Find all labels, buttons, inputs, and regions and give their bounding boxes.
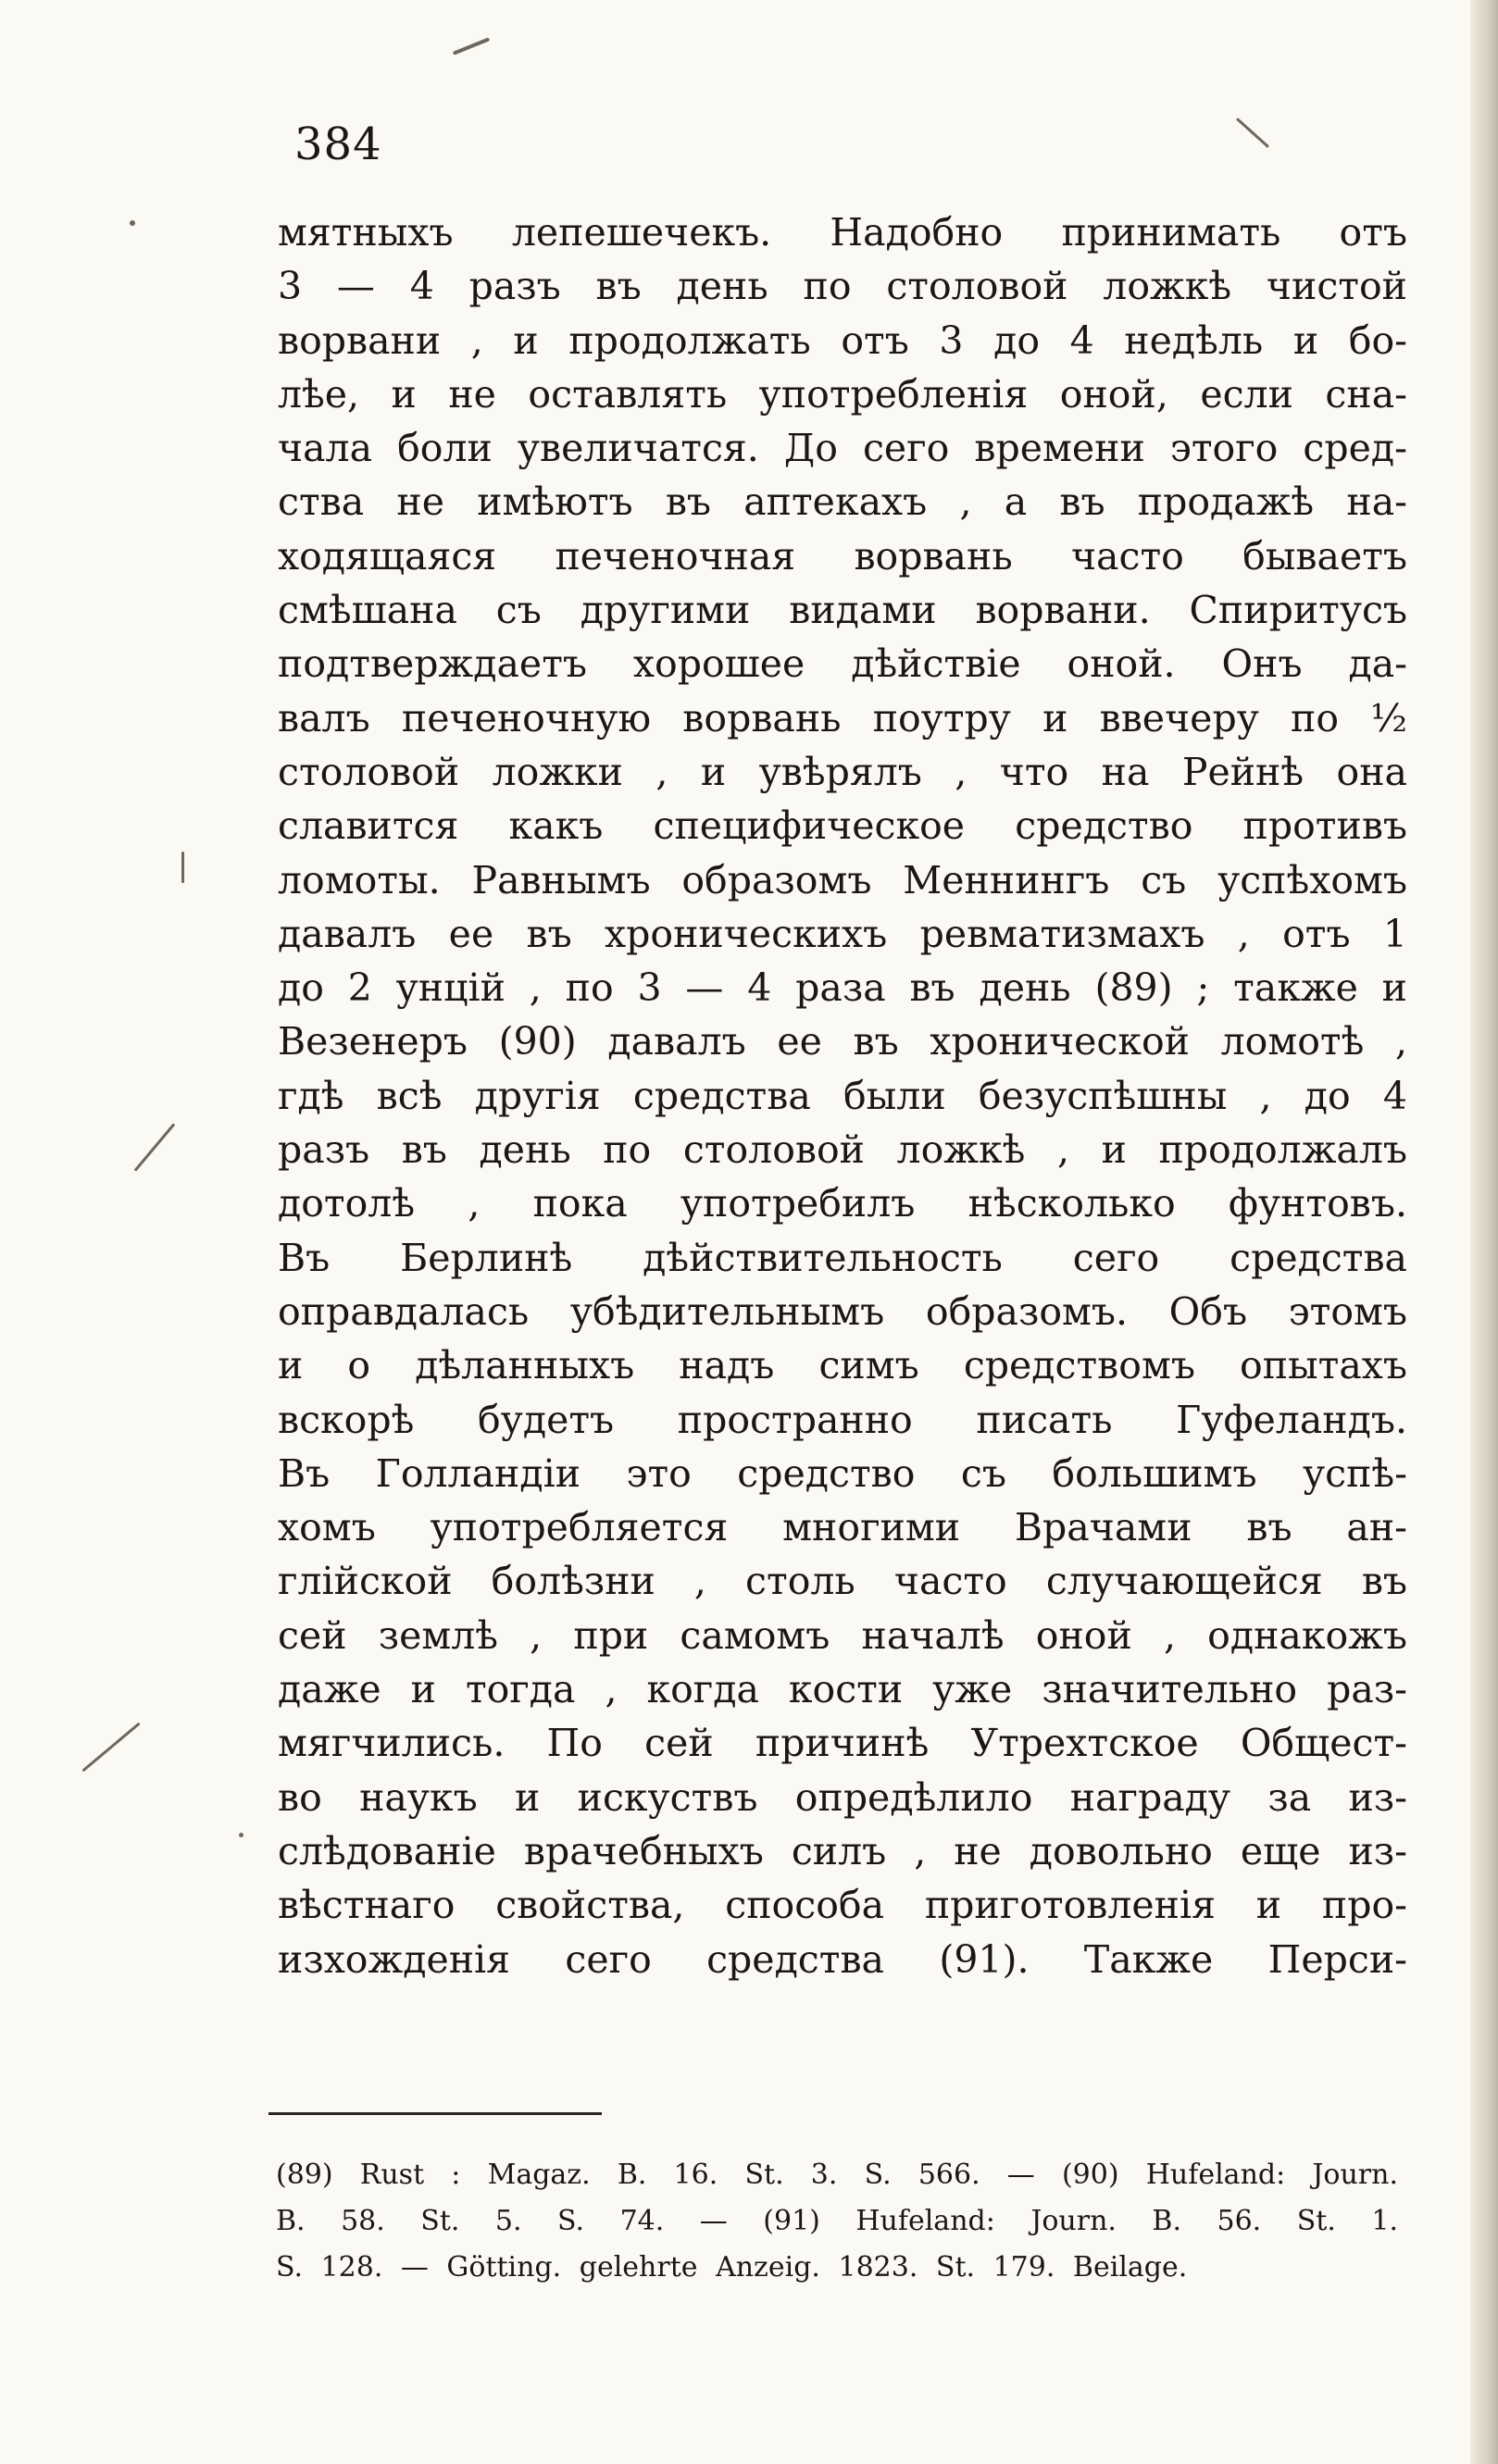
body-line: ворвани , и продолжать отъ 3 до 4 недѣль и бо-	[278, 317, 1407, 363]
ink-stroke	[1236, 118, 1269, 148]
page-edge-shadow	[1470, 0, 1498, 2464]
body-line: Въ Берлинѣ дѣйствительность сего средства	[278, 1235, 1407, 1280]
body-line: сей землѣ , при самомъ началѣ оной , однакожъ	[278, 1612, 1407, 1658]
body-line: и о дѣланныхъ надъ симъ средствомъ опытахъ	[278, 1343, 1407, 1388]
body-line: глійской болѣзни , столь часто случающейся въ	[278, 1559, 1407, 1604]
footnote-line: (89) Rust : Magaz. B. 16. St. 3. S. 566. — (90) Hufeland: Journ.	[276, 2159, 1398, 2191]
body-line: смѣшана съ другими видами ворвани. Спиритусъ	[278, 588, 1407, 633]
body-line: давалъ ее въ хроническихъ ревматизмахъ , отъ 1	[278, 911, 1407, 956]
body-line: мятныхъ лепешечекъ. Надобно принимать отъ	[278, 210, 1407, 255]
body-line: до 2 унцій , по 3 — 4 раза въ день (89) ; также и	[278, 965, 1407, 1011]
body-line: мягчились. По сей причинѣ Утрехтское Общест-	[278, 1721, 1407, 1766]
body-line: подтверждаетъ хорошее дѣйствіе оной. Онъ да-	[278, 641, 1407, 687]
footnote-line: B. 58. St. 5. S. 74. — (91) Hufeland: Journ. B. 56. St. 1.	[276, 2205, 1398, 2237]
body-line: лѣе, и не оставлять употребленія оной, если сна-	[278, 371, 1407, 417]
body-line: вѣстнаго свойства, способа приготовленія и про-	[278, 1883, 1407, 1928]
ink-stroke	[81, 1723, 140, 1773]
footnotes	[276, 2152, 1398, 2291]
ink-stroke	[453, 37, 490, 55]
body-line: 3 — 4 разъ въ день по столовой ложкѣ чистой	[278, 264, 1407, 309]
body-line: ломоты. Равнымъ образомъ Меннингъ съ успѣхомъ	[278, 857, 1407, 902]
body-line: чала боли увеличатся. До сего времени этого сред-	[278, 426, 1407, 471]
body-line: слѣдованіе врачебныхъ силъ , не довольно еще из-	[278, 1828, 1407, 1873]
body-line: гдѣ всѣ другія средства были безуспѣшны , до 4	[278, 1073, 1407, 1118]
ink-stroke	[181, 852, 184, 883]
body-line: изхожденія сего средства (91). Также Перси-	[278, 1936, 1407, 1982]
body-line: во наукъ и искуствъ опредѣлило награду за из-	[278, 1774, 1407, 1820]
body-line: валъ печеночную ворвань поутру и ввечеру по ½	[278, 695, 1407, 740]
page-number: 384	[294, 118, 382, 170]
ink-dot	[130, 220, 135, 226]
ink-dot	[239, 1833, 243, 1837]
body-text	[278, 205, 1407, 1986]
body-line: Везенеръ (90) давалъ ее въ хронической ломотѣ ,	[278, 1019, 1407, 1064]
body-line: ства не имѣютъ въ аптекахъ , а въ продажѣ на-	[278, 479, 1407, 525]
footnote-line: S. 128. — Götting. gelehrte Anzeig. 1823. St. 179. Beilage.	[276, 2251, 1188, 2284]
body-line: дотолѣ , пока употребилъ нѣсколько фунтовъ.	[278, 1181, 1407, 1226]
footnote-rule	[268, 2112, 602, 2115]
body-line: оправдалась убѣдительнымъ образомъ. Объ этомъ	[278, 1288, 1407, 1334]
body-line: славится какъ специфическое средство противъ	[278, 803, 1407, 849]
body-line: хомъ употребляется многими Врачами въ ан-	[278, 1505, 1407, 1550]
body-line: Въ Голландіи это средство съ большимъ успѣ-	[278, 1450, 1407, 1496]
body-line: столовой ложки , и увѣрялъ , что на Рейнѣ она	[278, 749, 1407, 794]
ink-stroke	[134, 1123, 176, 1171]
body-line: разъ въ день по столовой ложкѣ , и продолжалъ	[278, 1127, 1407, 1173]
body-line: ходящаяся печеночная ворвань часто бываетъ	[278, 533, 1407, 579]
body-line: вскорѣ будетъ пространно писать Гуфеландъ.	[278, 1397, 1407, 1442]
body-line: даже и тогда , когда кости уже значительно раз-	[278, 1667, 1407, 1712]
